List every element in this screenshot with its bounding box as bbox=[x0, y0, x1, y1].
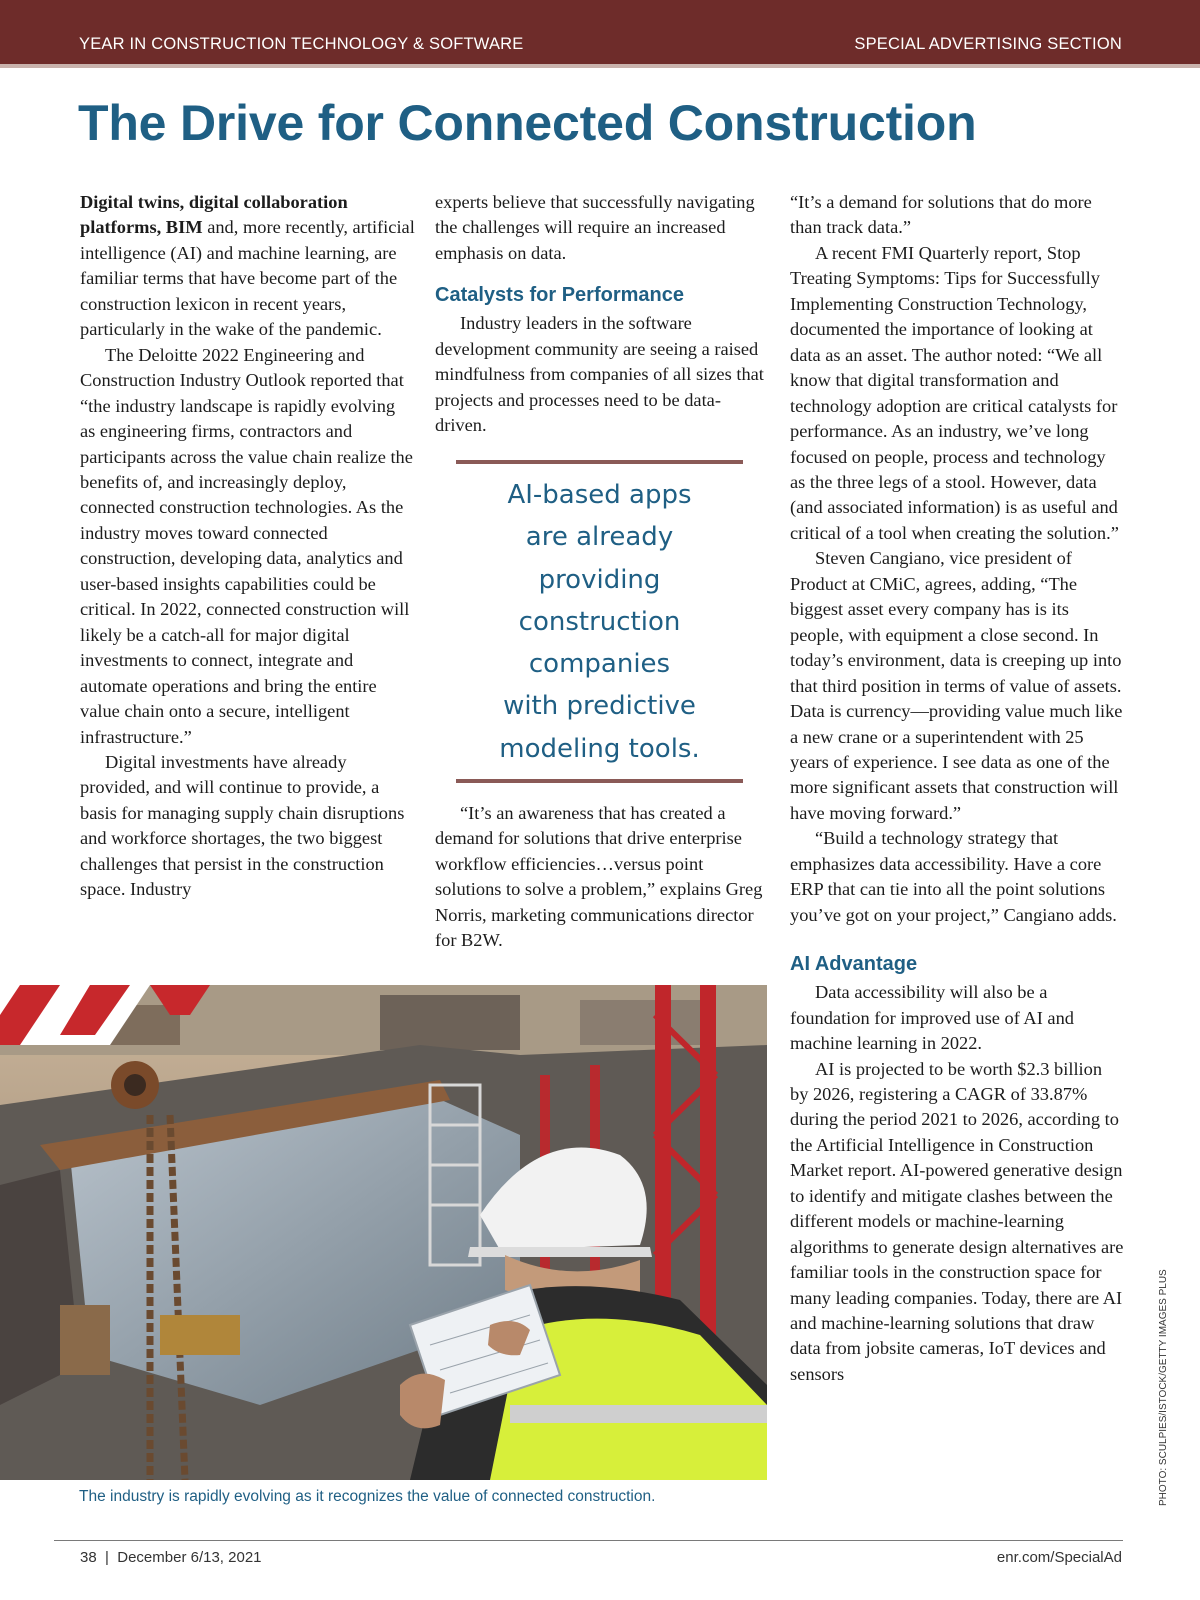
digital-investments-paragraph: Digital investments have already provided, and will continue to provide, a basis for managing supply chain disruptions and workforce shortages, the two biggest challenges that persist in the construction space. Industry bbox=[80, 751, 405, 900]
photo-caption: The industry is rapidly evolving as it recognizes the value of connected construction. bbox=[79, 1488, 656, 1505]
header-underline bbox=[0, 64, 1200, 68]
industry-leaders-paragraph: Industry leaders in the software development community are seeing a raised mindfulness from companies of all sizes that projects and processes need to be data-driven. bbox=[435, 313, 764, 436]
pull-quote-line: with predictive bbox=[503, 691, 696, 722]
subhead-catalysts: Catalysts for Performance bbox=[435, 284, 684, 307]
pull-quote-line: modeling tools. bbox=[499, 733, 700, 764]
pull-quote-text bbox=[456, 464, 743, 770]
pull-quote-line: providing bbox=[538, 564, 661, 595]
lead-paragraph bbox=[80, 190, 415, 343]
photo-credit: PHOTO: SCULPIES/ISTOCK/GETTY IMAGES PLUS bbox=[1158, 1269, 1169, 1506]
construction-site-photo bbox=[0, 985, 767, 1480]
footer-url[interactable]: enr.com/SpecialAd bbox=[996, 1549, 1122, 1566]
article-column-1 bbox=[80, 190, 415, 903]
section-header-bar bbox=[0, 0, 1200, 64]
pull-quote-line: construction bbox=[518, 606, 681, 637]
demand-quote-paragraph: “It’s a demand for solutions that do more than track data.” bbox=[790, 192, 1092, 238]
technology-strategy-paragraph: “Build a technology strategy that emphasizes data accessibility. Have a core ERP that can tie into all the point solutions you’ve got on your project,” Cangiano adds. bbox=[790, 828, 1117, 925]
construction-worker-illustration bbox=[0, 985, 767, 1480]
article-column-2-lower bbox=[435, 801, 770, 954]
ai-market-paragraph: AI is projected to be worth $2.3 billion by 2026, registering a CAGR of 33.87% during the period 2021 to 2026, according to the Artificial Intelligence in Construction Market report. AI-powered generative design to identify and mitigate clashes between the different models or machine-learning algorithms to generate design alternatives are familiar tools in the construction space for many leading companies. Today, there are AI and machine-learning solutions that draw data from jobsite cameras, IoT devices and sensors bbox=[790, 1058, 1124, 1384]
fmi-report-paragraph: A recent FMI Quarterly report, Stop Treating Symptoms: Tips for Successfully Implementing Construction Technology, documented the importance of looking at data as an asset. The author noted: “We all know that digital transformation and technology adoption are critical catalysts for performance. As an industry, we’ve long focused on people, process and technology as the three legs of a stool. However, data (and associated information) is as useful and critical of a tool when creating the solution.” bbox=[790, 242, 1119, 543]
pull-quote bbox=[456, 460, 743, 770]
pull-quote-line: companies bbox=[528, 649, 671, 680]
data-accessibility-paragraph: Data accessibility will also be a foundation for improved use of AI and machine learning in 2022. bbox=[790, 982, 1074, 1054]
deloitte-paragraph: The Deloitte 2022 Engineering and Construction Industry Outlook reported that “the industry landscape is rapidly evolving as engineering firms, contractors and participants across the value chain realize the benefits of, and increasingly deploy, connected construction technologies. As the industry moves toward connected construction, developing data, analytics and user-based insights capabilities could be critical. In 2022, connected construction will likely be a catch-all for major digital investments to connect, integrate and automate operations and bring the entire value chain onto a secure, intelligent infrastructure.” bbox=[80, 344, 413, 747]
article-column-2 bbox=[435, 190, 770, 439]
footer-rule bbox=[54, 1540, 1123, 1541]
subhead-ai-advantage: AI Advantage bbox=[790, 953, 918, 976]
continuation-paragraph: experts believe that successfully navigating the challenges will require an increased emphasis on data. bbox=[435, 192, 755, 263]
cangiano-paragraph: Steven Cangiano, vice president of Product at CMiC, agrees, adding, “The biggest asset every company has is its people, with equipment a close second. In today’s environment, data is creeping up into that third position in terms of value of assets. Data is currency—providing value much like a new crane or a superintendent with 25 years of experience. I see data as one of the more significant assets that construction will have moving forward.” bbox=[790, 548, 1123, 823]
awareness-quote-paragraph: “It’s an awareness that has created a demand for solutions that drive enterprise workflow efficiencies…versus point solutions to solve a problem,” explains Greg Norris, marketing communications director for B2W. bbox=[435, 803, 763, 951]
pull-quote-line: AI-based apps bbox=[507, 480, 692, 510]
article-column-3 bbox=[790, 190, 1125, 1387]
pull-quote-bottom-rule bbox=[456, 779, 743, 783]
lead-bold-terms: Digital twins, digital collaboration platforms, BIM bbox=[80, 192, 348, 238]
section-title: YEAR IN CONSTRUCTION TECHNOLOGY & SOFTWARE bbox=[79, 35, 524, 53]
article-title: The Drive for Connected Construction bbox=[78, 95, 977, 151]
page-number-date: 38 | December 6/13, 2021 bbox=[80, 1549, 262, 1566]
advertising-label: SPECIAL ADVERTISING SECTION bbox=[854, 35, 1122, 53]
pull-quote-line: are already bbox=[525, 522, 674, 553]
lead-text: and, more recently, artificial intelligence (AI) and machine learning, are familiar terms that have become part of the construction lexicon in recent years, particularly in the wake of the pandemic. bbox=[80, 217, 415, 340]
